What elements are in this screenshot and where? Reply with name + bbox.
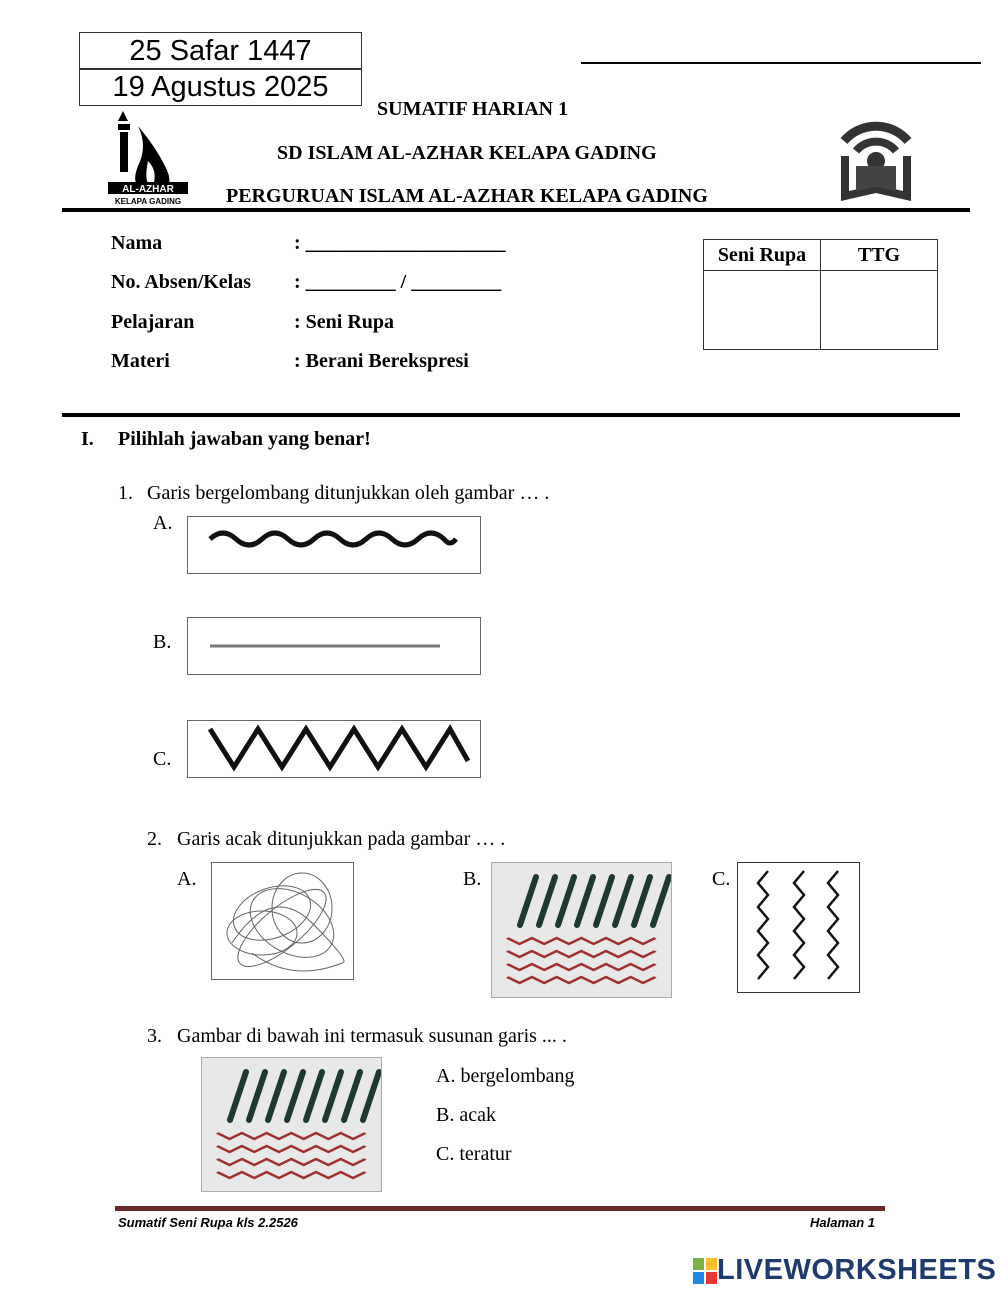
hijri-date: 25 Safar 1447 — [79, 32, 362, 70]
question-3-number: 3. — [147, 1025, 162, 1047]
question-2-number: 2. — [147, 828, 162, 850]
q1-option-b-label[interactable]: B. — [153, 631, 172, 653]
section-number: I. — [81, 428, 94, 450]
q2-option-c-image[interactable] — [737, 862, 860, 993]
subject-value: : Seni Rupa — [294, 311, 395, 333]
diagonal-stroke — [653, 877, 669, 925]
q3-option-b-letter: B. — [436, 1104, 455, 1126]
class-field[interactable]: : _________ / _________ — [294, 271, 502, 293]
q1-option-c-label[interactable]: C. — [153, 748, 172, 770]
topic-value: : Berani Berekspresi — [294, 350, 469, 372]
diagonal-stroke — [577, 877, 593, 925]
q3-option-c-letter: C. — [436, 1143, 455, 1165]
question-1-number: 1. — [118, 482, 133, 504]
diagonal-stroke — [306, 1072, 322, 1120]
footer-rule — [115, 1206, 885, 1211]
wavy-line-image — [188, 517, 480, 573]
watermark-text: LIVEWORKSHEETS — [717, 1254, 997, 1286]
diagonal-stroke — [363, 1072, 379, 1120]
q1-option-b-image[interactable] — [187, 617, 481, 675]
q2-option-a-image[interactable] — [211, 862, 354, 980]
regular-lines-image — [492, 863, 671, 997]
name-field[interactable]: : ____________________ — [294, 232, 506, 254]
header-foundation: PERGURUAN ISLAM AL-AZHAR KELAPA GADING — [226, 185, 708, 207]
red-zigzag — [217, 1172, 365, 1178]
vertical-zigzag-image — [738, 863, 859, 992]
diagonal-stroke — [249, 1072, 265, 1120]
identity-label-name: Nama — [111, 232, 163, 254]
header-school: SD ISLAM AL-AZHAR KELAPA GADING — [277, 142, 657, 164]
red-zigzag — [507, 977, 655, 983]
footer-page: Halaman 1 — [810, 1215, 876, 1230]
random-lines-image — [212, 863, 353, 979]
diagonal-stroke — [558, 877, 574, 925]
q2-option-b-label[interactable]: B. — [463, 868, 482, 890]
q1-option-a-image[interactable] — [187, 516, 481, 574]
q3-option-a-text: bergelombang — [460, 1065, 575, 1087]
q3-option-c[interactable] — [436, 1143, 512, 1166]
diagonal-stroke — [634, 877, 650, 925]
diagonal-stroke — [325, 1072, 341, 1120]
q3-option-b[interactable] — [436, 1104, 496, 1127]
q3-option-c-text: teratur — [459, 1143, 512, 1165]
question-1-text: Garis bergelombang ditunjukkan oleh gambar … . — [147, 482, 550, 504]
red-zigzag — [507, 951, 655, 957]
liveworksheets-watermark — [693, 1254, 996, 1287]
al-azhar-logo — [108, 106, 190, 206]
section-title: Pilihlah jawaban yang benar! — [118, 428, 371, 450]
red-zigzag — [217, 1133, 365, 1139]
identity-label-subject: Pelajaran — [111, 311, 195, 333]
red-zigzag — [507, 964, 655, 970]
diagonal-stroke — [268, 1072, 284, 1120]
q2-option-a-label[interactable]: A. — [177, 868, 197, 890]
svg-text:AL-AZHAR: AL-AZHAR — [122, 184, 174, 195]
diagonal-stroke — [287, 1072, 303, 1120]
diagonal-stroke — [520, 877, 536, 925]
gregorian-date: 19 Agustus 2025 — [79, 68, 362, 106]
identity-label-class: No. Absen/Kelas — [111, 271, 252, 293]
header-title: SUMATIF HARIAN 1 — [377, 98, 569, 120]
identity-label-topic: Materi — [111, 350, 170, 372]
q3-option-b-text: acak — [459, 1104, 496, 1126]
red-zigzag — [217, 1146, 365, 1152]
school-emblem-icon — [836, 106, 916, 206]
regular-lines-image — [202, 1058, 381, 1191]
score-header-seni-rupa: Seni Rupa — [704, 240, 821, 271]
footer-left: Sumatif Seni Rupa kls 2.2526 — [118, 1215, 298, 1230]
question-2-text: Garis acak ditunjukkan pada gambar … . — [177, 828, 506, 850]
q2-option-b-image[interactable] — [491, 862, 672, 998]
score-cell-ttg — [821, 271, 938, 350]
q3-option-a[interactable] — [436, 1065, 575, 1088]
identity-divider — [62, 413, 960, 417]
red-zigzag — [217, 1159, 365, 1165]
q3-image — [201, 1057, 382, 1192]
score-table — [703, 239, 938, 350]
diagonal-stroke — [344, 1072, 360, 1120]
score-cell-seni-rupa — [704, 271, 821, 350]
q2-option-c-label[interactable]: C. — [712, 868, 731, 890]
svg-text:KELAPA GADING: KELAPA GADING — [114, 197, 182, 206]
diagonal-stroke — [539, 877, 555, 925]
liveworksheets-logo-icon — [693, 1258, 717, 1284]
straight-line-image — [188, 618, 480, 674]
header-divider — [62, 208, 970, 212]
zigzag-line-image — [188, 721, 480, 777]
question-3-text: Gambar di bawah ini termasuk susunan garis ... . — [177, 1025, 567, 1047]
diagonal-stroke — [615, 877, 631, 925]
q3-option-a-letter: A. — [436, 1065, 456, 1087]
diagonal-stroke — [230, 1072, 246, 1120]
name-answer-line[interactable] — [581, 62, 981, 64]
q1-option-c-image[interactable] — [187, 720, 481, 778]
red-zigzag — [507, 938, 655, 944]
diagonal-stroke — [596, 877, 612, 925]
q1-option-a-label[interactable]: A. — [153, 512, 173, 534]
score-header-ttg: TTG — [821, 240, 938, 271]
